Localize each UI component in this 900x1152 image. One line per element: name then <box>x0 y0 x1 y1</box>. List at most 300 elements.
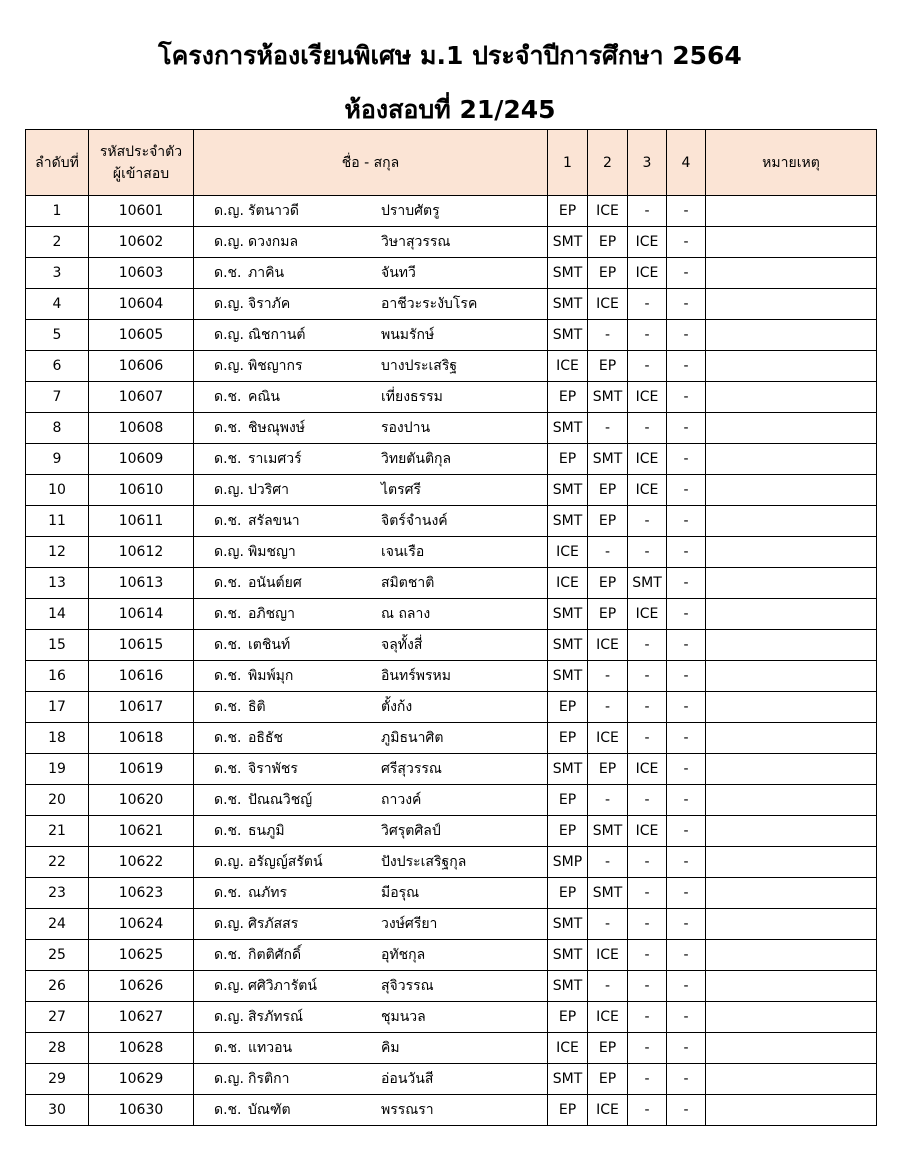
table-row <box>26 1033 877 1064</box>
table-row <box>26 630 877 661</box>
name-first: อธิธัช <box>248 730 283 746</box>
cell-remark <box>706 258 877 289</box>
cell-no: 15 <box>26 630 89 661</box>
cell-name <box>194 630 548 661</box>
cell-no: 10 <box>26 475 89 506</box>
cell-choice-1: SMT <box>548 506 588 537</box>
name-first: ปัณณวิชญ์ <box>248 792 313 808</box>
cell-choice-1: EP <box>548 196 588 227</box>
name-first: ชิษณุพงษ์ <box>248 420 306 436</box>
cell-name <box>194 537 548 568</box>
cell-choice-1: EP <box>548 1002 588 1033</box>
name-first: ปวริศา <box>248 482 290 498</box>
name-last: อ่อนวันสี <box>381 1071 434 1087</box>
cell-remark <box>706 940 877 971</box>
name-last: วงษ์ศรียา <box>381 916 438 932</box>
cell-choice-1: SMT <box>548 909 588 940</box>
cell-no: 12 <box>26 537 89 568</box>
cell-choice-1: SMT <box>548 258 588 289</box>
name-first: สรัลขนา <box>248 513 300 529</box>
cell-remark <box>706 847 877 878</box>
cell-no: 6 <box>26 351 89 382</box>
page-title: โครงการห้องเรียนพิเศษ ม.1 ประจำปีการศึกษา 2564 <box>158 41 742 70</box>
cell-choice-1: EP <box>548 1095 588 1126</box>
table-row <box>26 413 877 444</box>
name-first: ดวงกมล <box>248 234 299 250</box>
name-first: เตชินท์ <box>248 637 291 653</box>
cell-no: 7 <box>26 382 89 413</box>
cell-name <box>194 692 548 723</box>
table-row <box>26 847 877 878</box>
cell-choice-1: EP <box>548 444 588 475</box>
cell-remark <box>706 351 877 382</box>
cell-choice-2: EP <box>588 227 628 258</box>
cell-choice-2: - <box>588 537 628 568</box>
table-row <box>26 506 877 537</box>
cell-no: 21 <box>26 816 89 847</box>
cell-choice-3: - <box>628 289 667 320</box>
name-first: ศิรภัสสร <box>248 916 299 932</box>
name-last: พนมรักษ์ <box>381 327 435 343</box>
name-last: อุทัชกุล <box>381 947 426 963</box>
name-prefix: ด.ช. <box>214 668 242 684</box>
cell-choice-3: ICE <box>628 258 667 289</box>
cell-name <box>194 289 548 320</box>
cell-choice-2: - <box>588 413 628 444</box>
cell-examinee-id: 10615 <box>89 630 194 661</box>
cell-remark <box>706 1064 877 1095</box>
cell-examinee-id: 10612 <box>89 537 194 568</box>
cell-choice-3: ICE <box>628 227 667 258</box>
name-prefix: ด.ช. <box>214 947 242 963</box>
cell-name <box>194 723 548 754</box>
name-prefix: ด.ช. <box>214 420 242 436</box>
cell-name <box>194 413 548 444</box>
cell-examinee-id: 10611 <box>89 506 194 537</box>
cell-choice-3: - <box>628 971 667 1002</box>
cell-no: 29 <box>26 1064 89 1095</box>
cell-examinee-id: 10627 <box>89 1002 194 1033</box>
cell-choice-3: - <box>628 785 667 816</box>
cell-choice-2: - <box>588 661 628 692</box>
cell-choice-3: - <box>628 351 667 382</box>
name-last: บางประเสริฐ <box>381 358 458 374</box>
table-row <box>26 785 877 816</box>
cell-remark <box>706 444 877 475</box>
table-row <box>26 599 877 630</box>
cell-examinee-id: 10626 <box>89 971 194 1002</box>
header-id <box>89 130 194 196</box>
cell-choice-3: - <box>628 661 667 692</box>
name-first: รัตนาวดี <box>248 203 299 219</box>
name-first: พิมพ์มุก <box>248 668 294 684</box>
cell-choice-4: - <box>667 1064 706 1095</box>
cell-no: 11 <box>26 506 89 537</box>
cell-choice-1: ICE <box>548 1033 588 1064</box>
cell-choice-4: - <box>667 444 706 475</box>
name-last: วิศรุตศิลป์ <box>381 823 441 839</box>
cell-remark <box>706 599 877 630</box>
cell-remark <box>706 506 877 537</box>
cell-choice-2: EP <box>588 475 628 506</box>
table-row <box>26 1002 877 1033</box>
cell-choice-2: - <box>588 847 628 878</box>
cell-examinee-id: 10602 <box>89 227 194 258</box>
cell-remark <box>706 1033 877 1064</box>
name-last: จิตร์จำนงค์ <box>381 513 448 529</box>
cell-examinee-id: 10621 <box>89 816 194 847</box>
cell-choice-2: ICE <box>588 630 628 661</box>
name-first: ศศิวิภารัตน์ <box>248 978 317 994</box>
cell-choice-2: SMT <box>588 878 628 909</box>
cell-name <box>194 506 548 537</box>
name-last: ปังประเสริฐกุล <box>381 854 467 870</box>
cell-choice-2: EP <box>588 506 628 537</box>
cell-choice-1: EP <box>548 878 588 909</box>
cell-choice-4: - <box>667 599 706 630</box>
cell-no: 2 <box>26 227 89 258</box>
cell-name <box>194 475 548 506</box>
name-first: พิมชญา <box>248 544 296 560</box>
name-last: วิษาสุวรรณ <box>381 234 451 250</box>
cell-choice-4: - <box>667 940 706 971</box>
cell-choice-2: ICE <box>588 723 628 754</box>
cell-choice-3: - <box>628 723 667 754</box>
cell-no: 16 <box>26 661 89 692</box>
cell-choice-4: - <box>667 258 706 289</box>
cell-choice-4: - <box>667 413 706 444</box>
table-row <box>26 754 877 785</box>
cell-examinee-id: 10605 <box>89 320 194 351</box>
name-last: รองปาน <box>381 420 431 436</box>
cell-name <box>194 1095 548 1126</box>
cell-choice-1: EP <box>548 723 588 754</box>
cell-choice-3: - <box>628 320 667 351</box>
cell-examinee-id: 10628 <box>89 1033 194 1064</box>
name-prefix: ด.ญ. <box>214 327 244 343</box>
exam-room-subtitle: ห้องสอบที่ 21/245 <box>344 95 556 124</box>
cell-choice-2: EP <box>588 599 628 630</box>
cell-choice-4: - <box>667 630 706 661</box>
cell-name <box>194 940 548 971</box>
cell-choice-2: SMT <box>588 444 628 475</box>
cell-choice-2: EP <box>588 754 628 785</box>
cell-examinee-id: 10620 <box>89 785 194 816</box>
header-remark: หมายเหตุ <box>706 130 877 196</box>
name-first: พิชญากร <box>248 358 303 374</box>
name-prefix: ด.ช. <box>214 265 242 281</box>
name-first: ณิชกานต์ <box>248 327 306 343</box>
table-row <box>26 351 877 382</box>
cell-examinee-id: 10630 <box>89 1095 194 1126</box>
cell-choice-2: EP <box>588 1033 628 1064</box>
cell-choice-1: ICE <box>548 537 588 568</box>
name-last: ปราบศัตรู <box>381 203 440 219</box>
cell-choice-3: - <box>628 1064 667 1095</box>
table-row <box>26 320 877 351</box>
cell-choice-3: - <box>628 506 667 537</box>
cell-examinee-id: 10604 <box>89 289 194 320</box>
name-last: ถาวงค์ <box>381 792 422 808</box>
header-id-line2: ผู้เข้าสอบ <box>112 165 170 182</box>
cell-examinee-id: 10625 <box>89 940 194 971</box>
table-row <box>26 537 877 568</box>
cell-choice-1: SMT <box>548 754 588 785</box>
cell-no: 8 <box>26 413 89 444</box>
name-first: กิรติกา <box>248 1071 290 1087</box>
cell-choice-1: SMT <box>548 661 588 692</box>
cell-choice-1: EP <box>548 816 588 847</box>
cell-remark <box>706 227 877 258</box>
name-prefix: ด.ญ. <box>214 234 244 250</box>
cell-examinee-id: 10624 <box>89 909 194 940</box>
table-row <box>26 878 877 909</box>
table-row <box>26 692 877 723</box>
cell-choice-3: - <box>628 940 667 971</box>
cell-choice-3: - <box>628 196 667 227</box>
table-header-row <box>26 130 877 196</box>
name-prefix: ด.ญ. <box>214 544 244 560</box>
name-first: จิราพัชร <box>248 761 298 777</box>
cell-examinee-id: 10610 <box>89 475 194 506</box>
name-prefix: ด.ช. <box>214 575 242 591</box>
name-last: ณ ถลาง <box>381 606 431 622</box>
name-prefix: ด.ช. <box>214 885 242 901</box>
cell-remark <box>706 568 877 599</box>
name-prefix: ด.ช. <box>214 606 242 622</box>
cell-remark <box>706 1095 877 1126</box>
header-choice-4: 4 <box>667 130 706 196</box>
cell-no: 20 <box>26 785 89 816</box>
cell-choice-3: - <box>628 1095 667 1126</box>
table-row <box>26 258 877 289</box>
cell-remark <box>706 692 877 723</box>
cell-name <box>194 1033 548 1064</box>
table-row <box>26 661 877 692</box>
name-first: อรัญญ์สรัตน์ <box>248 854 323 870</box>
cell-choice-1: SMT <box>548 971 588 1002</box>
cell-choice-2: ICE <box>588 1002 628 1033</box>
name-first: บัณฑัต <box>248 1102 291 1118</box>
cell-choice-1: EP <box>548 692 588 723</box>
name-prefix: ด.ช. <box>214 1102 242 1118</box>
cell-choice-2: ICE <box>588 289 628 320</box>
cell-remark <box>706 413 877 444</box>
cell-choice-4: - <box>667 754 706 785</box>
name-last: เจนเรือ <box>381 544 425 560</box>
name-first: อภิชญา <box>248 606 295 622</box>
cell-name <box>194 909 548 940</box>
cell-choice-4: - <box>667 816 706 847</box>
cell-choice-4: - <box>667 382 706 413</box>
cell-no: 14 <box>26 599 89 630</box>
cell-choice-2: EP <box>588 1064 628 1095</box>
cell-choice-2: - <box>588 785 628 816</box>
cell-examinee-id: 10603 <box>89 258 194 289</box>
cell-remark <box>706 289 877 320</box>
cell-choice-3: ICE <box>628 754 667 785</box>
cell-name <box>194 351 548 382</box>
name-first: ภาคิน <box>248 265 285 281</box>
name-prefix: ด.ช. <box>214 761 242 777</box>
cell-name <box>194 847 548 878</box>
name-prefix: ด.ญ. <box>214 978 244 994</box>
table-row <box>26 940 877 971</box>
name-prefix: ด.ช. <box>214 699 242 715</box>
cell-name <box>194 568 548 599</box>
cell-examinee-id: 10618 <box>89 723 194 754</box>
cell-choice-3: - <box>628 1002 667 1033</box>
name-prefix: ด.ญ. <box>214 296 244 312</box>
table-row <box>26 1095 877 1126</box>
cell-examinee-id: 10622 <box>89 847 194 878</box>
name-last: ศรีสุวรรณ <box>381 761 442 777</box>
cell-remark <box>706 754 877 785</box>
cell-no: 4 <box>26 289 89 320</box>
cell-choice-2: EP <box>588 258 628 289</box>
cell-choice-1: SMP <box>548 847 588 878</box>
cell-name <box>194 878 548 909</box>
cell-no: 27 <box>26 1002 89 1033</box>
name-prefix: ด.ช. <box>214 389 242 405</box>
cell-choice-3: - <box>628 847 667 878</box>
cell-remark <box>706 816 877 847</box>
cell-choice-3: ICE <box>628 475 667 506</box>
header-choice-3: 3 <box>628 130 667 196</box>
name-first: จิราภัค <box>248 296 291 312</box>
name-last: จลุทั้งสี่ <box>381 637 423 653</box>
name-last: คิม <box>381 1040 400 1056</box>
cell-choice-4: - <box>667 506 706 537</box>
name-last: ชุมนวล <box>381 1009 426 1025</box>
cell-choice-2: ICE <box>588 940 628 971</box>
cell-choice-3: - <box>628 909 667 940</box>
name-first: อนันต์ยศ <box>248 575 302 591</box>
cell-remark <box>706 475 877 506</box>
cell-choice-2: - <box>588 692 628 723</box>
cell-remark <box>706 723 877 754</box>
cell-no: 17 <box>26 692 89 723</box>
cell-choice-1: SMT <box>548 1064 588 1095</box>
cell-remark <box>706 971 877 1002</box>
cell-choice-2: - <box>588 909 628 940</box>
cell-choice-4: - <box>667 568 706 599</box>
name-prefix: ด.ญ. <box>214 358 244 374</box>
header-choice-2: 2 <box>588 130 628 196</box>
cell-remark <box>706 630 877 661</box>
cell-choice-2: ICE <box>588 1095 628 1126</box>
cell-no: 28 <box>26 1033 89 1064</box>
header-name: ชื่อ - สกุล <box>194 130 548 196</box>
table-row <box>26 444 877 475</box>
cell-choice-4: - <box>667 1095 706 1126</box>
name-prefix: ด.ญ. <box>214 854 244 870</box>
cell-choice-4: - <box>667 1033 706 1064</box>
cell-no: 26 <box>26 971 89 1002</box>
cell-choice-2: EP <box>588 568 628 599</box>
name-last: มีอรุณ <box>381 885 420 901</box>
table-row <box>26 382 877 413</box>
name-last: ตั้งก้ง <box>381 699 413 715</box>
cell-choice-3: ICE <box>628 816 667 847</box>
cell-choice-1: ICE <box>548 568 588 599</box>
cell-no: 23 <box>26 878 89 909</box>
name-first: ณภัทร <box>248 885 287 901</box>
cell-no: 1 <box>26 196 89 227</box>
cell-name <box>194 816 548 847</box>
cell-choice-3: - <box>628 413 667 444</box>
cell-no: 25 <box>26 940 89 971</box>
cell-name <box>194 227 548 258</box>
cell-name <box>194 258 548 289</box>
cell-choice-4: - <box>667 475 706 506</box>
table-row <box>26 227 877 258</box>
table-row <box>26 909 877 940</box>
name-prefix: ด.ช. <box>214 451 242 467</box>
cell-examinee-id: 10608 <box>89 413 194 444</box>
cell-remark <box>706 878 877 909</box>
name-last: ไตรศรี <box>381 482 422 498</box>
cell-name <box>194 661 548 692</box>
cell-remark <box>706 1002 877 1033</box>
name-last: สุจิวรรณ <box>381 978 434 994</box>
cell-choice-1: SMT <box>548 320 588 351</box>
name-last: พรรณรา <box>381 1102 434 1118</box>
name-last: จันทวี <box>381 265 416 281</box>
cell-remark <box>706 382 877 413</box>
cell-remark <box>706 537 877 568</box>
name-prefix: ด.ญ. <box>214 1071 244 1087</box>
cell-examinee-id: 10617 <box>89 692 194 723</box>
name-prefix: ด.ญ. <box>214 203 244 219</box>
table-row <box>26 971 877 1002</box>
cell-choice-1: SMT <box>548 630 588 661</box>
cell-no: 5 <box>26 320 89 351</box>
table-row <box>26 475 877 506</box>
cell-examinee-id: 10613 <box>89 568 194 599</box>
name-prefix: ด.ช. <box>214 1040 242 1056</box>
cell-choice-4: - <box>667 351 706 382</box>
cell-choice-1: ICE <box>548 351 588 382</box>
cell-choice-3: - <box>628 878 667 909</box>
name-prefix: ด.ช. <box>214 823 242 839</box>
cell-choice-4: - <box>667 196 706 227</box>
cell-choice-1: SMT <box>548 227 588 258</box>
cell-choice-3: SMT <box>628 568 667 599</box>
cell-choice-4: - <box>667 878 706 909</box>
name-prefix: ด.ช. <box>214 513 242 529</box>
cell-choice-3: - <box>628 1033 667 1064</box>
cell-remark <box>706 909 877 940</box>
cell-choice-1: SMT <box>548 475 588 506</box>
header-choice-1: 1 <box>548 130 588 196</box>
name-first: กิตติศักดิ์ <box>248 947 302 963</box>
cell-name <box>194 599 548 630</box>
table-row <box>26 196 877 227</box>
name-first: สิรภัทรณ์ <box>248 1009 304 1025</box>
cell-examinee-id: 10614 <box>89 599 194 630</box>
cell-choice-3: - <box>628 537 667 568</box>
cell-name <box>194 444 548 475</box>
cell-choice-4: - <box>667 320 706 351</box>
cell-choice-4: - <box>667 847 706 878</box>
cell-examinee-id: 10609 <box>89 444 194 475</box>
cell-choice-4: - <box>667 971 706 1002</box>
cell-examinee-id: 10619 <box>89 754 194 785</box>
header-id-line1: รหัสประจำตัว <box>99 143 183 160</box>
cell-choice-3: - <box>628 630 667 661</box>
cell-choice-1: SMT <box>548 413 588 444</box>
